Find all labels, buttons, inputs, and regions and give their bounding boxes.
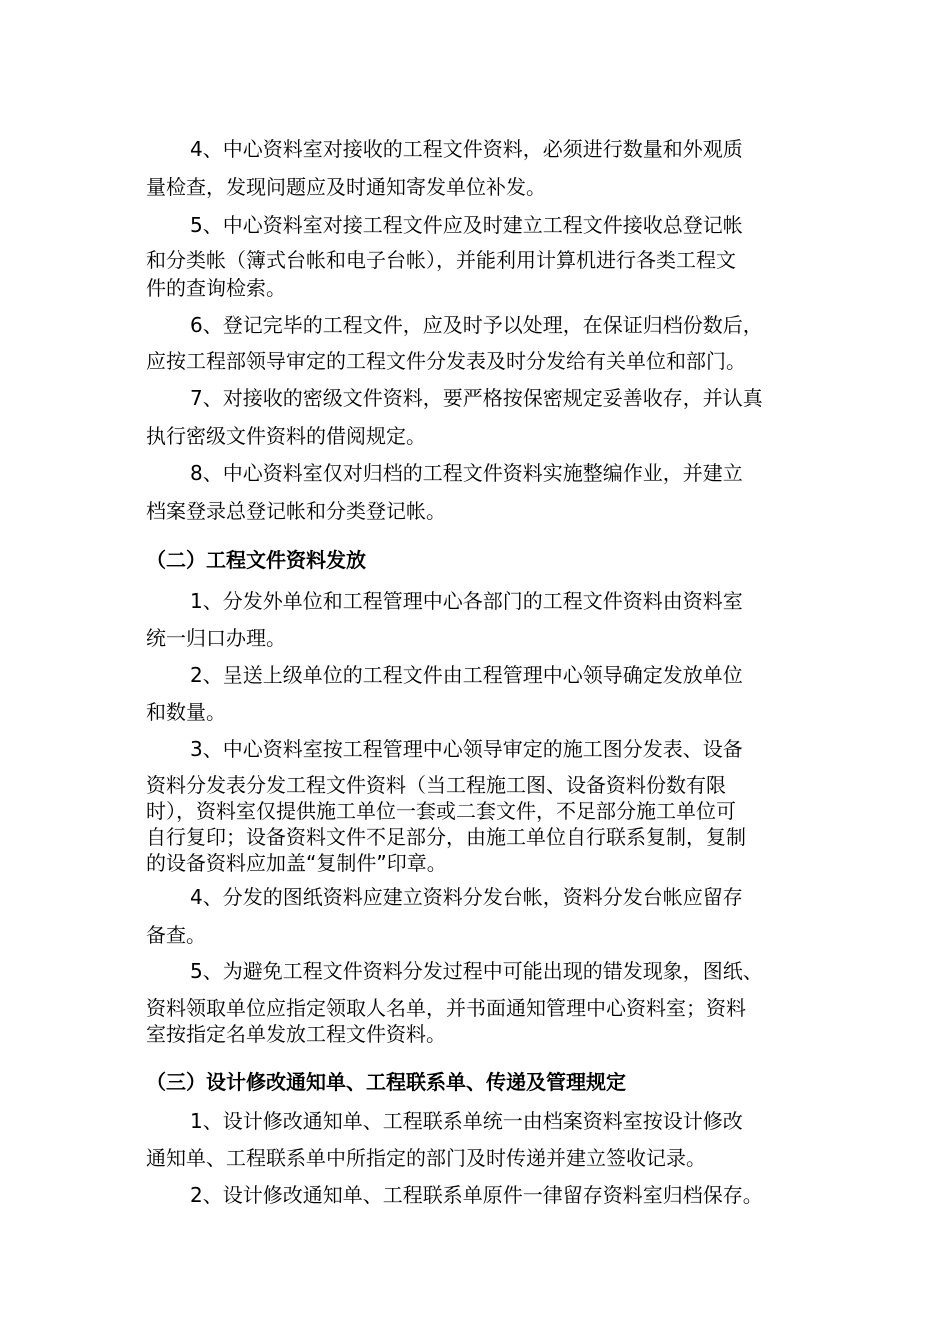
text-line: 2、呈送上级单位的工程文件由工程管理中心领导确定发放单位 [190,663,743,687]
section-heading: （三）设计修改通知单、工程联系单、传递及管理规定 [146,1070,626,1094]
text-line: 统一归口办理。 [146,626,286,650]
text-line: 备查。 [146,923,206,947]
text-line: 时），资料室仅提供施工单位一套或二套文件，不足部分施工单位可 [146,799,736,823]
text-line: 档案登录总登记帐和分类登记帐。 [146,499,446,523]
text-line: 4、中心资料室对接收的工程文件资料，必须进行数量和外观质 [190,137,743,161]
text-line: 件的查询检索。 [146,276,286,300]
text-line: 1、设计修改通知单、工程联系单统一由档案资料室按设计修改 [190,1109,743,1133]
text-line: 应按工程部领导审定的工程文件分发表及时分发给有关单位和部门。 [146,349,746,373]
text-line: 3、中心资料室按工程管理中心领导审定的施工图分发表、设备 [190,737,743,761]
text-line: 5、为避免工程文件资料分发过程中可能出现的错发现象，图纸、 [190,959,763,983]
text-line: 6、登记完毕的工程文件，应及时予以处理，在保证归档份数后， [190,313,763,337]
section-heading: （二）工程文件资料发放 [146,548,366,572]
text-line: 4、分发的图纸资料应建立资料分发台帐，资料分发台帐应留存 [190,885,743,909]
text-line: 的设备资料应加盖“复制件”印章。 [146,851,447,875]
text-line: 和数量。 [146,700,226,724]
text-line: 执行密级文件资料的借阅规定。 [146,424,426,448]
text-line: 和分类帐（簿式台帐和电子台帐），并能利用计算机进行各类工程文 [146,248,736,272]
text-line: 资料领取单位应指定领取人名单，并书面通知管理中心资料室；资料 [146,996,746,1020]
text-line: 资料分发表分发工程文件资料（当工程施工图、设备资料份数有限 [146,773,726,797]
text-line: 1、分发外单位和工程管理中心各部门的工程文件资料由资料室 [190,589,743,613]
text-line: 7、对接收的密级文件资料，要严格按保密规定妥善收存，并认真 [190,386,763,410]
text-line: 2、设计修改通知单、工程联系单原件一律留存资料室归档保存。 [190,1183,763,1207]
text-line: 8、中心资料室仅对归档的工程文件资料实施整编作业，并建立 [190,461,743,485]
text-line: 通知单、工程联系单中所指定的部门及时传递并建立签收记录。 [146,1146,706,1170]
text-line: 量检查，发现问题应及时通知寄发单位补发。 [146,175,546,199]
text-line: 自行复印；设备资料文件不足部分，由施工单位自行联系复制，复制 [146,825,746,849]
text-line: 5、中心资料室对接工程文件应及时建立工程文件接收总登记帐 [190,213,743,237]
text-line: 室按指定名单发放工程文件资料。 [146,1022,446,1046]
